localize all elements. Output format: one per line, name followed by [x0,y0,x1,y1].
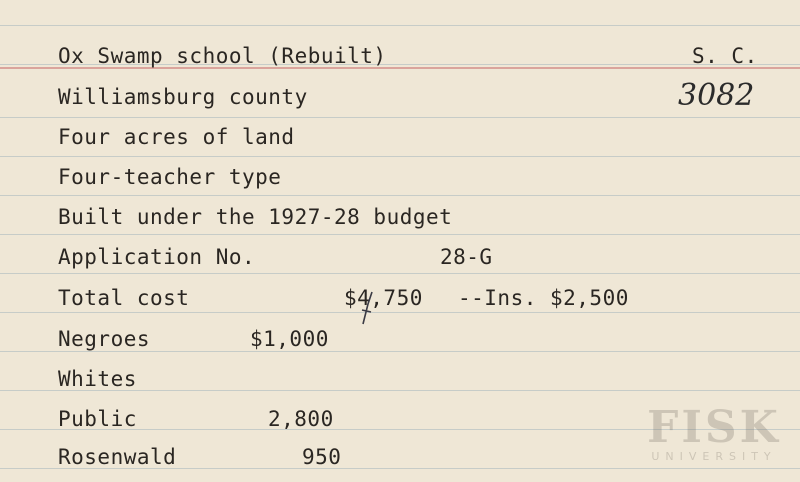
application-value: 28-G [440,245,493,269]
type-line: Four-teacher type [58,165,282,189]
rosenwald-value: 950 [302,445,342,469]
rosenwald-label: Rosenwald [58,445,177,469]
land-line: Four acres of land [58,125,295,149]
insurance-line: --Ins. $2,500 [458,286,629,310]
negroes-label: Negroes [58,327,151,351]
public-label: Public [58,407,137,431]
state-code: S. C. [692,44,758,68]
watermark-sub: UNIVERSITY [651,450,777,463]
fisk-university-watermark [636,402,792,464]
county-line: Williamsburg county [58,85,308,109]
card-number: 3082 [678,78,755,113]
application-label: Application No. [58,245,256,269]
negroes-value: $1,000 [250,327,329,351]
pen-correction-mark [360,290,374,326]
whites-label: Whites [58,367,137,391]
total-cost-label: Total cost [58,286,190,310]
watermark-main: FISK [647,402,781,453]
school-title: Ox Swamp school (Rebuilt) [58,44,387,68]
budget-line: Built under the 1927-28 budget [58,205,453,229]
public-value: 2,800 [268,407,334,431]
total-cost-value: $4,750 [344,286,423,310]
